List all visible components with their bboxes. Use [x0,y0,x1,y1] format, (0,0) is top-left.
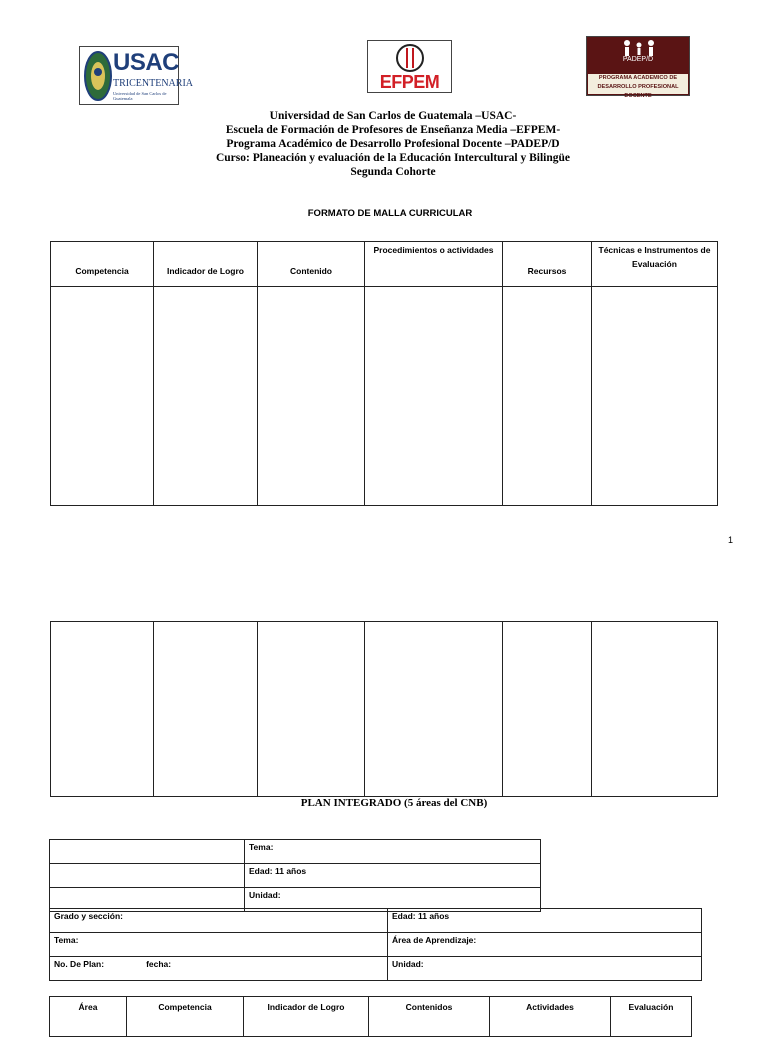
padep-logo-band [588,74,688,99]
col-header-procedimientos: Procedimientos o actividades [365,242,503,287]
table-row [51,287,718,506]
table-cell[interactable] [258,287,365,506]
padep-logo [586,36,690,99]
plan-title: PLAN INTEGRADO (5 áreas del CNB) [300,797,488,809]
page-number: 1 [728,535,734,545]
grado-seccion-label: Grado y sección: [50,909,388,933]
plan-fecha-cell [50,957,388,981]
format-title: FORMATO DE MALLA CURRICULAR [307,208,473,219]
padep-logo-top: PADEP/D [622,56,654,63]
padep-logo-line1: PROGRAMA ACADEMICO DE [598,75,678,81]
table-cell[interactable] [592,287,718,506]
header-university: Universidad de San Carlos de Guatemala –USAC- [269,110,517,122]
usac-logo-sub: TRICENTENARIA [113,78,193,89]
table-cell[interactable] [592,622,718,797]
table-cell[interactable] [51,287,154,506]
col-header-evaluacion: Evaluación [611,997,692,1037]
malla-continuation-table [50,621,718,797]
table-cell[interactable] [154,622,258,797]
col-header-indicador: Indicador de Logro [154,242,258,287]
tema-label: Tema: [50,933,388,957]
header-school: Escuela de Formación de Profesores de Enseñanza Media –EFPEM- [225,124,561,136]
usac-logo-main: USAC [113,49,180,76]
table-cell[interactable] [50,864,245,888]
col-header-tecnicas: Técnicas e Instrumentos de Evaluación [592,242,718,287]
area-aprendizaje-label: Área de Aprendizaje: [388,933,702,957]
col-header-indicador: Indicador de Logro [244,997,369,1037]
usac-seal-icon [83,50,113,102]
plan-integrado-table [49,996,692,1037]
malla-curricular-table [50,241,718,506]
header-cohort: Segunda Cohorte [350,166,436,178]
edad-label: Edad: 11 años [245,864,541,888]
no-plan-label: No. De Plan: [54,959,105,969]
family-icon [619,39,659,57]
col-header-area: Área [50,997,127,1037]
table-cell[interactable] [503,287,592,506]
efpem-logo-text: EFPEM [379,72,440,92]
tema-table [49,839,541,912]
table-cell[interactable] [50,840,245,864]
header-program: Programa Académico de Desarrollo Profesional Docente –PADEP/D [226,138,560,150]
table-row [50,840,541,864]
table-row [50,957,702,981]
table-cell[interactable] [365,287,503,506]
fecha-label: fecha: [146,959,172,969]
tema-label: Tema: [245,840,541,864]
plan-info-table [49,908,702,981]
col-header-competencia: Competencia [127,997,244,1037]
col-header-competencia: Competencia [51,242,154,287]
document-header [150,109,636,179]
table-row [50,933,702,957]
col-header-contenido: Contenido [258,242,365,287]
usac-logo-tiny: Universidad de San Carlos de Guatemala [113,91,167,101]
table-cell[interactable] [258,622,365,797]
header-course: Curso: Planeación y evaluación de la Educación Intercultural y Bilingüe [215,152,571,164]
table-row [50,864,541,888]
table-cell[interactable] [51,622,154,797]
edad-label: Edad: 11 años [388,909,702,933]
table-cell[interactable] [154,287,258,506]
padep-logo-line2: DESARROLLO PROFESIONAL DOCENTE [597,84,679,99]
col-header-recursos: Recursos [503,242,592,287]
table-row [50,909,702,933]
table-cell[interactable] [365,622,503,797]
col-header-actividades: Actividades [490,997,611,1037]
usac-logo [79,46,193,105]
efpem-logo [367,40,452,93]
table-cell[interactable] [503,622,592,797]
table-row [51,622,718,797]
efpem-emblem-icon [395,43,425,73]
unidad-label: Unidad: [388,957,702,981]
unidad-label: Unidad: [245,888,541,912]
col-header-contenidos: Contenidos [369,997,490,1037]
